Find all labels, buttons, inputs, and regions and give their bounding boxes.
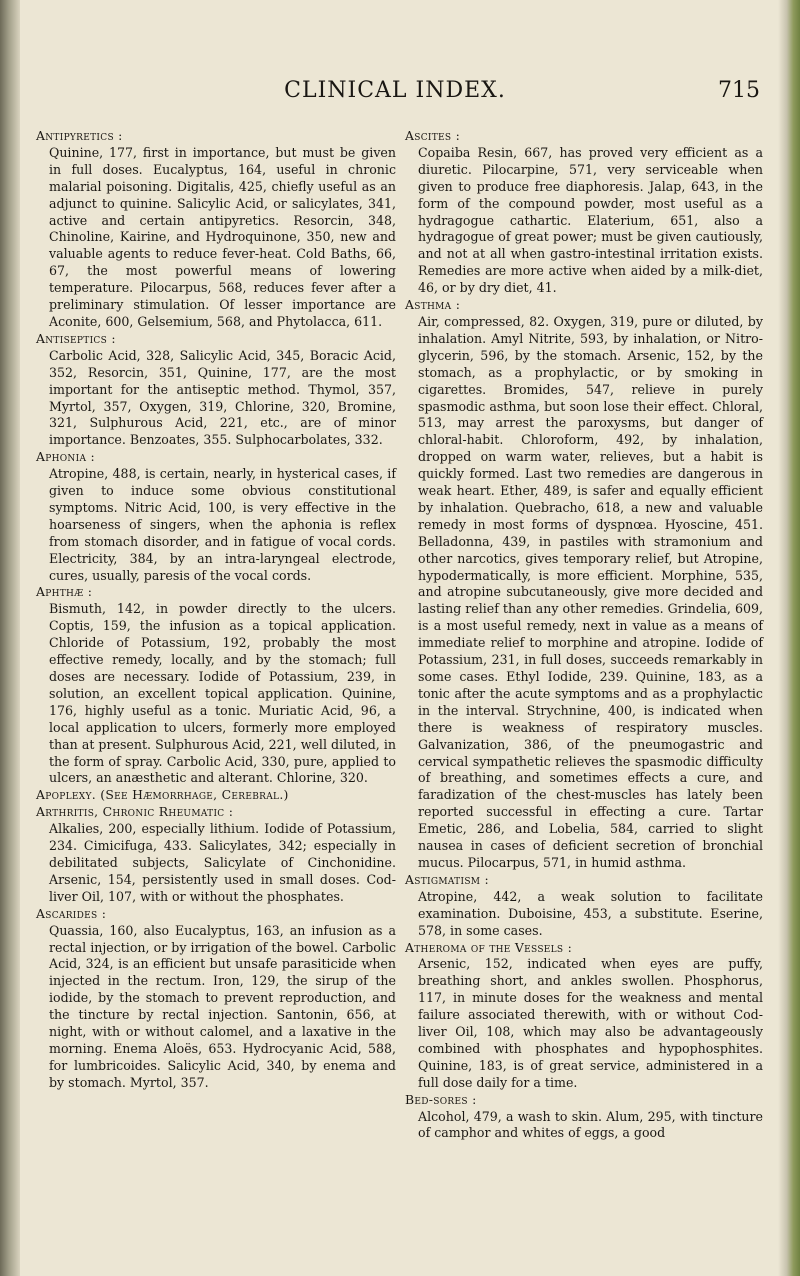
index-entry-arthritis [36,804,396,905]
page-binding-edge [0,0,20,1276]
page-header [30,78,760,108]
entry-heading: Astigmatism : [405,871,490,887]
entry-heading: Atheroma of the Vessels : [405,939,573,955]
entry-text: Copaiba Resin, 667, has proved very efficient as a diuretic. Pilocarpine, 571, very serviceable when given to produce free diaphoresis. Jalap, 643, in the form of the compound powder, most useful as a hydragogue cathartic. Elaterium, 651, also a hydragogue of great power; must be given cautiously, and not at all when gastro-intestinal irritation exists. Remedies are more active when aided by a milk-diet, 46, or by dry diet, 41. [418,144,763,296]
entry-text: Quinine, 177, first in importance, but must be given in full doses. Eucalyptus, 164, useful in chronic malarial poisoning. Digitalis, 425, chiefly useful as an adjunct to quinine. Salicylic Acid, or salicylates, 341, active and certain antipyretics. Resorcin, 348, Chinoline, Kairine, and Hydroquinone, 350, new and valuable agents to reduce fever-heat. Cold Baths, 66, 67, the most powerful means of lowering temperature. Pilocarpus, 568, reduces fever after a preliminary stimulation. Of lesser importance are Aconite, 600, Gelsemium, 568, and Phytolacca, 611. [49,144,396,329]
entry-text: Air, compressed, 82. Oxygen, 319, pure or diluted, by inhalation. Amyl Nitrite, 593, by inhalation, or Nitro-glycerin, 596, by the stomach. Arsenic, 152, by the stomach, as a prophylactic, or by smoking in cigarettes. Bromides, 547, relieve in purely spasmodic asthma, but soon lose their effect. Chloral, 513, may arrest the paroxysms, but danger of chloral-habit. Chloroform, 492, by inhalation, dropped on warm water, relieves, but a habit is quickly formed. Last two remedies are dangerous in weak heart. Ether, 489, is safer and equally efficient by inhalation. Quebracho, 618, a new and valuable remedy in most forms of dyspnœa. Hyoscine, 451. Belladonna, 439, in pastiles with stramonium and other narcotics, gives temporary relief, but Atropine, hypodermatically, is more efficient. Morphine, 535, and atropine subcutaneously, give more decided and lasting relief than any other remedies. Grindelia, 609, is a most useful remedy, next in value as a means of immediate relief to morphine and atropine. Iodide of Potassium, 231, in full doses, succeeds remarkably in some cases. Ethyl Iodide, 239. Quinine, 183, as a tonic after the acute symptoms and as a prophylactic in the interval. Strychnine, 400, is indicated when there is weakness of respiratory muscles. Galvanization, 386, of the pneumogastric and cervical sympathetic relieves the spasmodic difficulty of breathing, and sometimes effects a cure, and faradization of the chest-muscles has lately been reported successful in effecting a cure. Tartar Emetic, 286, and Lobelia, 584, carried to slight nausea in cases of deficient secretion of bronchial mucus. Pilocarpus, 571, in humid asthma. [418,313,763,870]
page-outer-edge [778,0,800,1276]
entry-heading: Aphthæ : [36,584,93,600]
entry-text: Atropine, 442, a weak solution to facilitate examination. Duboisine, 453, a substitute. Eserine, 578, in some cases. [418,888,763,938]
index-entry-antiseptics [36,331,396,449]
index-entry-asthma [405,297,763,872]
index-entry-antipyretics [36,128,396,331]
entry-heading: Antipyretics : [36,128,123,143]
running-title: CLINICAL INDEX. [284,78,506,103]
index-entry-bed-sores [405,1092,763,1143]
entry-heading: Bed-sores : [405,1091,477,1107]
index-entry-ascites [405,128,763,297]
entry-heading: Asthma : [405,297,461,313]
entry-text: Quassia, 160, also Eucalyptus, 163, an infusion as a rectal injection, or by irrigation of the bowel. Carbolic Acid, 324, is an efficient but unsafe parasiticide when injected in the rectum. Iron, 129, the sirup of the iodide, by the stomach to prevent reproduction, and the tincture by rectal injection. Santonin, 656, at night, with or without calomel, and a laxative in the morning. Enema Aloës, 653. Hydrocyanic Acid, 588, for lumbricoides. Salicylic Acid, 340, by enema and by stomach. Myrtol, 357. [49,922,396,1090]
index-entry-astigmatism [405,872,763,940]
entry-text: Carbolic Acid, 328, Salicylic Acid, 345, Boracic Acid, 352, Resorcin, 351, Quinine, 177, are the most important for the antiseptic method. Thymol, 357, Myrtol, 357, Oxygen, 319, Chlorine, 320, Bromine, 321, Sulphurous Acid, 221, etc., are of minor importance. Benzoates, 355. Sulphocarbolates, 332. [49,347,396,448]
entry-text: Arsenic, 152, indicated when eyes are puffy, breathing short, and ankles swollen. Phosphorus, 117, in minute doses for the weakness and mental failure associated therewith, with or without Cod-liver Oil, 108, which may also be advantageously combined with phosphates and hypophosphites. Quinine, 183, is of great service, administered in a full dose daily for a time. [418,956,763,1090]
entry-heading: Ascites : [405,128,461,143]
entry-heading: Antiseptics : [36,330,116,346]
index-entry-apoplexy [36,787,396,804]
index-entry-atheroma [405,940,763,1092]
index-entry-aphonia [36,449,396,584]
entry-heading: Ascarides : [36,905,107,921]
entry-heading: Arthritis, Chronic Rheumatic : [36,804,234,820]
entry-heading: Aphonia : [36,449,95,465]
right-column [405,128,763,1142]
left-column [36,128,396,1092]
index-entry-ascarides [36,906,396,1092]
index-entry-aphthae [36,584,396,787]
page-number: 715 [718,78,760,103]
entry-text: Alkalies, 200, especially lithium. Iodide of Potassium, 234. Cimicifuga, 433. Salicylates, 342; especially in debilitated subjects, Salicylate of Cinchonidine. Arsenic, 154, persistently used in small doses. Cod-liver Oil, 107, with or without the phosphates. [49,821,396,904]
entry-text: Atropine, 488, is certain, nearly, in hysterical cases, if given to induce some obvious constitutional symptoms. Nitric Acid, 100, is very effective in the hoarseness of singers, when the aphonia is reflex from stomach disorder, and in fatigue of vocal cords. Electricity, 384, by an intra-laryngeal electrode, cures, usually, paresis of the vocal cords. [49,466,396,583]
entry-heading: Apoplexy. (See Hæmorrhage, Cerebral.) [36,787,289,803]
entry-text: Bismuth, 142, in powder directly to the ulcers. Coptis, 159, the infusion as a topical application. Chloride of Potassium, 192, probably the most effective remedy, locally, and by the stomach; full doses are necessary. Iodide of Potassium, 239, in solution, an excellent topical application. Quinine, 176, highly useful as a tonic. Muriatic Acid, 96, a local application to ulcers, formerly more employed than at present. Sulphurous Acid, 221, well diluted, in the form of spray. Carbolic Acid, 330, pure, applied to ulcers, an anæsthetic and alterant. Chlorine, 320. [49,601,396,786]
entry-text: Alcohol, 479, a wash to skin. Alum, 295, with tincture of camphor and whites of eggs, a good [418,1108,763,1141]
